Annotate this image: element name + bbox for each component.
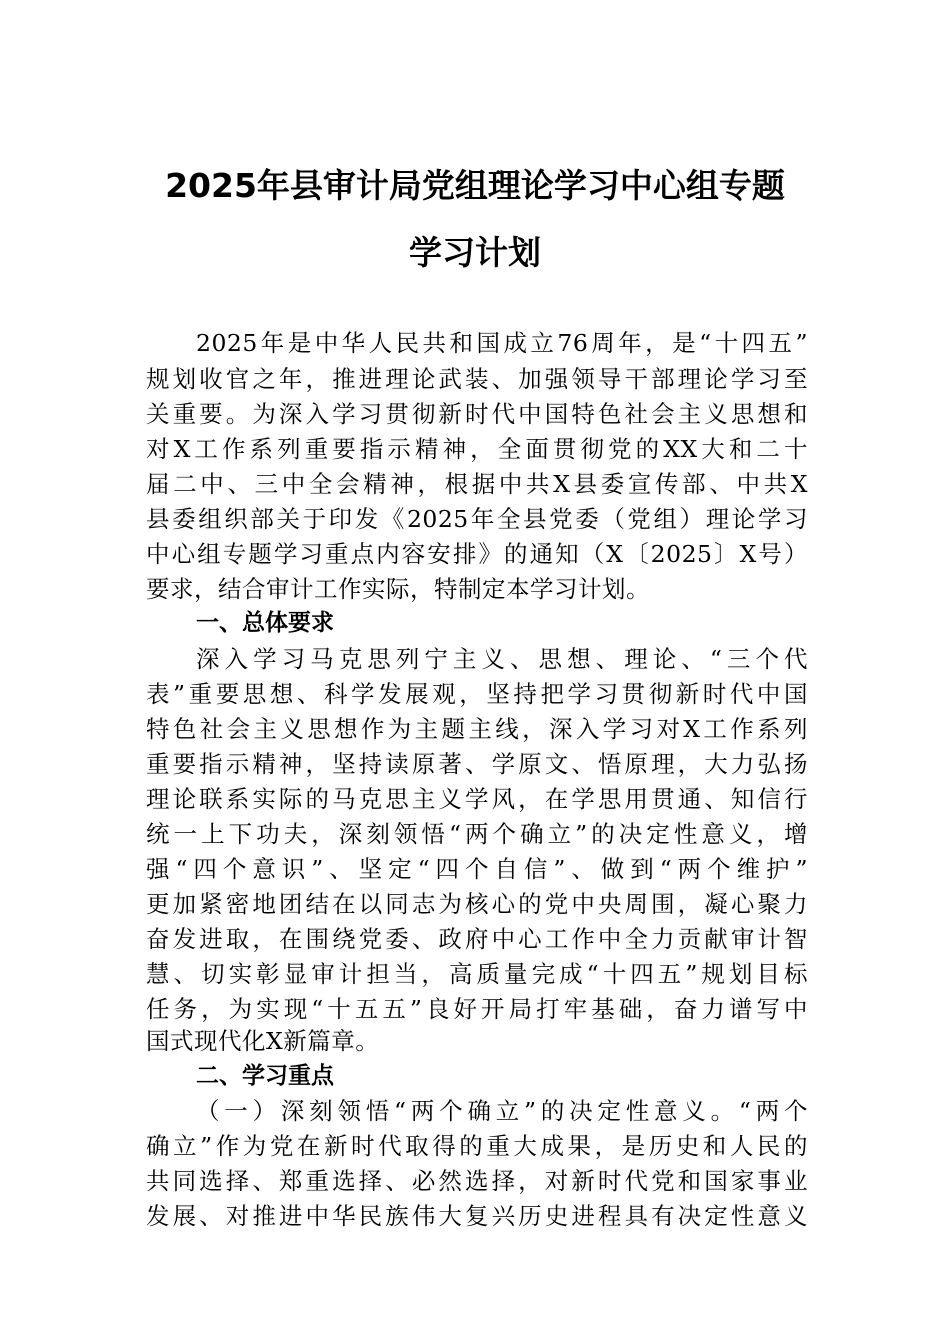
intro-line: 规划收官之年，推进理论武装、加强领导干部理论学习至 bbox=[146, 365, 808, 393]
section1-line: 更加紧密地团结在以同志为核心的党中央周围，凝心聚力 bbox=[146, 890, 808, 918]
document-title-line-1: 2025年县审计局党组理论学习中心组专题 bbox=[165, 166, 785, 205]
section1-line: 深入学习马克思列宁主义、思想、理论、“三个代 bbox=[196, 645, 808, 673]
section1-line: 奋发进取，在围绕党委、政府中心工作中全力贡献审计智 bbox=[146, 925, 808, 953]
document-title-line-2: 学习计划 bbox=[409, 233, 541, 272]
section1-line: 特色社会主义思想作为主题主线，深入学习对X工作系列 bbox=[146, 715, 808, 743]
section1-line: 慧、切实彰显审计担当，高质量完成“十四五”规划目标 bbox=[146, 960, 808, 988]
section1-line: 表”重要思想、科学发展观，坚持把学习贯彻新时代中国 bbox=[146, 680, 808, 708]
intro-line: 对X工作系列重要指示精神，全面贯彻党的XX大和二十 bbox=[146, 435, 808, 463]
section2-line: 发展、对推进中华民族伟大复兴历史进程具有决定性意义 bbox=[146, 1202, 808, 1230]
intro-line: 2025年是中华人民共和国成立76周年，是“十四五” bbox=[196, 329, 808, 357]
section1-line: 重要指示精神，坚持读原著、学原文、悟原理，大力弘扬 bbox=[146, 750, 808, 778]
section1-line: 理论联系实际的马克思主义学风，在学思用贯通、知信行 bbox=[146, 785, 808, 813]
intro-line: 中心组专题学习重点内容安排》的通知（X〔2025〕X号） bbox=[146, 540, 808, 568]
section1-line: 国式现代化X新篇章。 bbox=[146, 1027, 380, 1055]
section2-line: 共同选择、郑重选择、必然选择，对新时代党和国家事业 bbox=[146, 1167, 808, 1195]
section2-line: （一）深刻领悟“两个确立”的决定性意义。“两个 bbox=[196, 1097, 808, 1125]
section1-line: 任务，为实现“十五五”良好开局打牢基础，奋力谱写中 bbox=[146, 995, 808, 1023]
intro-line: 县委组织部关于印发《2025年全县党委（党组）理论学习 bbox=[146, 505, 808, 533]
section1-line: 统一上下功夫，深刻领悟“两个确立”的决定性意义，增 bbox=[146, 820, 808, 848]
section-heading-study-focus: 二、学习重点 bbox=[196, 1063, 334, 1089]
intro-line: 要求，结合审计工作实际，特制定本学习计划。 bbox=[146, 575, 650, 603]
intro-line: 关重要。为深入学习贯彻新时代中国特色社会主义思想和 bbox=[146, 400, 808, 428]
section-heading-general-requirements: 一、总体要求 bbox=[196, 610, 334, 636]
intro-line: 届二中、三中全会精神，根据中共X县委宣传部、中共X bbox=[146, 470, 808, 498]
section1-line: 强“四个意识”、坚定“四个自信”、做到“两个维护” bbox=[146, 855, 808, 883]
section2-line: 确立”作为党在新时代取得的重大成果，是历史和人民的 bbox=[146, 1132, 808, 1160]
